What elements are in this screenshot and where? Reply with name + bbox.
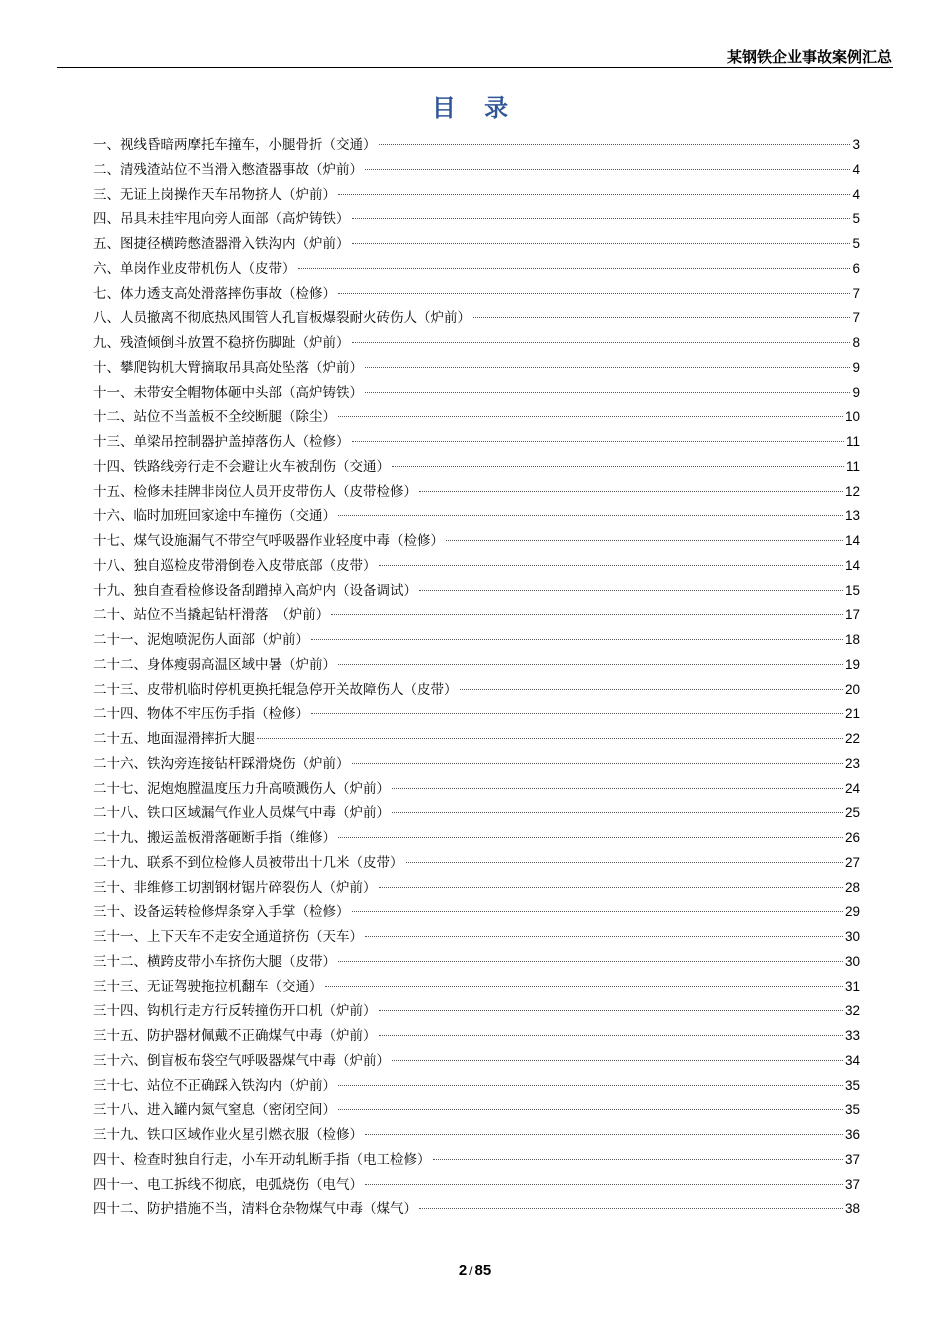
toc-entry-page: 37 [844, 1176, 860, 1192]
toc-entry[interactable] [93, 801, 860, 826]
page-footer [0, 1262, 950, 1279]
toc-entry[interactable] [93, 405, 860, 430]
toc-entry-page: 5 [852, 211, 860, 227]
toc-entry-page: 20 [844, 681, 860, 697]
toc-entry-title: 三十八、进入罐内氮气窒息（密闭空间） [93, 1102, 336, 1119]
toc-entry-page: 30 [844, 953, 860, 969]
toc-dot-leader [311, 639, 843, 640]
toc-dot-leader [311, 713, 843, 714]
toc-dot-leader [473, 317, 850, 318]
toc-entry-page: 18 [844, 632, 860, 647]
toc-entry-page: 38 [844, 1201, 860, 1217]
toc-entry-page: 25 [844, 805, 860, 821]
toc-dot-leader [419, 491, 843, 492]
toc-entry-title: 二十五、地面湿滑摔折大腿 [93, 731, 255, 747]
toc-entry-title: 二十七、泥炮炮膛温度压力升高喷溅伤人（炉前） [93, 780, 390, 797]
toc-dot-leader [379, 1010, 843, 1011]
toc-dot-leader [365, 367, 850, 368]
toc-entry[interactable] [93, 306, 860, 331]
toc-entry-title: 十九、独自查看检修设备刮蹭掉入高炉内（设备调试） [93, 582, 417, 599]
toc-dot-leader [446, 540, 843, 541]
toc-entry[interactable] [93, 1024, 860, 1049]
toc-dot-leader [352, 243, 851, 244]
toc-dot-leader [331, 614, 843, 615]
document-title: 某钢铁企业事故案例汇总 [726, 48, 892, 66]
toc-entry[interactable] [93, 504, 860, 529]
toc-entry-page: 23 [844, 755, 860, 771]
toc-dot-leader [338, 194, 850, 195]
current-page-number: 2 [458, 1262, 468, 1279]
toc-dot-leader [379, 887, 843, 888]
toc-entry-page: 7 [852, 285, 860, 301]
toc-entry-title: 二十三、皮带机临时停机更换托辊急停开关故障伤人（皮带） [93, 681, 458, 698]
toc-entry[interactable] [93, 381, 860, 406]
toc-heading: 目 录 [431, 94, 519, 122]
toc-entry-title: 三十九、铁口区域作业火星引燃衣服（检修） [93, 1127, 363, 1143]
toc-entry-title: 三十三、无证驾驶拖拉机翻车（交通） [93, 978, 323, 995]
toc-entry-title: 九、残渣倾倒斗放置不稳挤伤脚趾（炉前） [93, 335, 350, 351]
toc-entry-page: 13 [844, 508, 860, 524]
toc-entry[interactable] [93, 702, 860, 727]
toc-entry-title: 七、体力透支高处滑落摔伤事故（检修） [93, 285, 336, 302]
toc-entry[interactable] [93, 900, 860, 925]
toc-entry[interactable] [93, 950, 860, 975]
toc-entry-page: 33 [844, 1028, 860, 1043]
toc-entry-title: 四十一、电工拆线不彻底，电弧烧伤（电气） [93, 1176, 363, 1193]
toc-entry-page: 35 [844, 1102, 860, 1118]
toc-dot-leader [352, 218, 851, 219]
toc-entry-title: 四十、检查时独自行走，小车开动轧断手指（电工检修） [93, 1151, 431, 1168]
toc-entry-page: 4 [852, 161, 860, 177]
toc-entry-title: 三十一、上下天车不走安全通道挤伤（天车） [93, 929, 363, 945]
toc-dot-leader [325, 986, 843, 987]
toc-entry[interactable] [93, 678, 860, 703]
toc-entry[interactable] [93, 282, 860, 307]
toc-entry[interactable] [93, 455, 860, 480]
toc-entry-page: 29 [844, 904, 860, 920]
toc-entry-title: 一、视线昏暗两摩托车撞车，小腿骨折（交通） [93, 137, 377, 153]
toc-dot-leader [257, 738, 843, 739]
toc-dot-leader [298, 268, 851, 269]
toc-dot-leader [338, 293, 850, 294]
toc-entry[interactable] [93, 628, 860, 653]
toc-entry[interactable] [93, 876, 860, 901]
toc-dot-leader [338, 1085, 843, 1086]
toc-entry[interactable] [93, 1148, 860, 1173]
toc-entry-page: 17 [844, 607, 860, 623]
toc-entry-page: 28 [844, 879, 860, 895]
toc-entry[interactable] [93, 183, 860, 208]
toc-entry-page: 22 [844, 731, 860, 746]
toc-entry[interactable] [93, 925, 860, 950]
toc-entry[interactable] [93, 727, 860, 752]
toc-entry[interactable] [93, 579, 860, 604]
toc-entry-title: 十三、单梁吊控制器护盖掉落伤人（检修） [93, 434, 350, 450]
toc-entry[interactable] [93, 1049, 860, 1074]
toc-dot-leader [460, 689, 843, 690]
toc-dot-leader [338, 515, 843, 516]
toc-entry[interactable] [93, 603, 860, 628]
toc-dot-leader [365, 169, 850, 170]
toc-dot-leader [338, 1109, 843, 1110]
toc-entry-title: 三十五、防护器材佩戴不正确煤气中毒（炉前） [93, 1028, 377, 1044]
toc-entry[interactable] [93, 1173, 860, 1198]
toc-entry-title: 十、攀爬钩机大臂摘取吊具高处坠落（炉前） [93, 359, 363, 376]
toc-dot-leader [352, 342, 851, 343]
toc-entry-page: 14 [844, 557, 860, 573]
toc-entry-title: 十一、未带安全帽物体砸中头部（高炉铸铁） [93, 384, 363, 401]
toc-entry-page: 9 [852, 359, 860, 375]
toc-entry-title: 十六、临时加班回家途中车撞伤（交通） [93, 508, 336, 525]
toc-dot-leader [352, 441, 844, 442]
toc-dot-leader [379, 1035, 843, 1036]
toc-dot-leader [338, 837, 843, 838]
toc-entry-title: 十七、煤气设施漏气不带空气呼吸器作业轻度中毒（检修） [93, 533, 444, 549]
toc-entry-page: 11 [845, 434, 860, 449]
toc-entry-title: 十五、检修未挂牌非岗位人员开皮带伤人（皮带检修） [93, 483, 417, 500]
toc-dot-leader [379, 144, 851, 145]
toc-entry-page: 5 [852, 236, 860, 251]
toc-entry[interactable] [93, 232, 860, 257]
toc-entry-title: 四、吊具未挂牢甩向旁人面部（高炉铸铁） [93, 211, 350, 228]
toc-entry-page: 36 [844, 1127, 860, 1142]
toc-dot-leader [338, 416, 843, 417]
toc-entry-title: 八、人员撤离不彻底热风围管人孔盲板爆裂耐火砖伤人（炉前） [93, 310, 471, 327]
toc-dot-leader [352, 911, 843, 912]
toc-entry-page: 8 [852, 335, 860, 350]
toc-entry-page: 14 [844, 533, 860, 548]
toc-entry-title: 二十二、身体瘦弱高温区域中暑（炉前） [93, 656, 336, 673]
toc-entry-page: 34 [844, 1052, 860, 1068]
toc-entry-page: 9 [852, 384, 860, 400]
toc-entry-page: 26 [844, 830, 860, 845]
toc-entry-title: 三十七、站位不正确踩入铁沟内（炉前） [93, 1077, 336, 1094]
toc-dot-leader [419, 1208, 843, 1209]
toc-entry[interactable] [93, 331, 860, 356]
toc-entry[interactable] [93, 133, 860, 158]
toc-entry[interactable] [93, 529, 860, 554]
toc-entry-page: 37 [844, 1151, 860, 1167]
toc-dot-leader [392, 812, 843, 813]
toc-entry-page: 30 [844, 929, 860, 944]
page-separator: / [469, 1264, 473, 1278]
toc-entry-title: 三十六、倒盲板布袋空气呼吸器煤气中毒（炉前） [93, 1052, 390, 1069]
toc-entry-page: 6 [852, 260, 860, 276]
toc-entry[interactable] [93, 1197, 860, 1222]
toc-entry[interactable] [93, 1098, 860, 1123]
toc-entry-page: 3 [852, 137, 860, 152]
toc-dot-leader [433, 1159, 843, 1160]
toc-entry-title: 二十九、联系不到位检修人员被带出十几米（皮带） [93, 854, 404, 871]
toc-dot-leader [392, 1060, 843, 1061]
toc-entry-title: 二十八、铁口区域漏气作业人员煤气中毒（炉前） [93, 805, 390, 822]
toc-entry-title: 二、清残渣站位不当滑入憋渣器事故（炉前） [93, 161, 363, 178]
toc-dot-leader [365, 392, 850, 393]
toc-dot-leader [392, 466, 844, 467]
toc-entry[interactable] [93, 975, 860, 1000]
toc-entry-page: 10 [844, 409, 860, 425]
toc-entry-page: 7 [852, 310, 860, 326]
toc-entry-page: 21 [844, 706, 860, 722]
toc-entry[interactable] [93, 430, 860, 455]
toc-entry-page: 35 [844, 1077, 860, 1093]
toc-entry-title: 二十四、物体不牢压伤手指（检修） [93, 706, 309, 723]
toc-entry-page: 19 [844, 656, 860, 672]
toc-dot-leader [392, 788, 843, 789]
toc-dot-leader [365, 1184, 843, 1185]
toc-dot-leader [338, 961, 843, 962]
toc-entry-title: 二十一、泥炮喷泥伤人面部（炉前） [93, 632, 309, 648]
toc-list [93, 133, 860, 1222]
toc-entry[interactable] [93, 480, 860, 505]
toc-entry-title: 六、单岗作业皮带机伤人（皮带） [93, 260, 296, 277]
toc-dot-leader [365, 1134, 843, 1135]
toc-entry[interactable] [93, 207, 860, 232]
header-divider [57, 67, 893, 68]
toc-entry[interactable] [93, 257, 860, 282]
toc-entry-title: 二十、站位不当撬起钻杆滑落 （炉前） [93, 607, 330, 624]
toc-entry-title: 三十四、钩机行走方行反转撞伤开口机（炉前） [93, 1003, 377, 1020]
toc-dot-leader [419, 590, 843, 591]
toc-entry-page: 12 [844, 483, 860, 499]
toc-entry-page: 11 [845, 458, 860, 474]
toc-entry-page: 27 [844, 854, 860, 870]
toc-entry[interactable] [93, 653, 860, 678]
toc-dot-leader [379, 565, 843, 566]
total-page-count: 85 [474, 1262, 492, 1279]
toc-entry[interactable] [93, 1123, 860, 1148]
toc-entry-title: 十二、站位不当盖板不全绞断腿（除尘） [93, 409, 336, 426]
toc-entry-title: 二十六、铁沟旁连接钻杆踩滑烧伤（炉前） [93, 755, 350, 772]
toc-entry-title: 二十九、搬运盖板滑落砸断手指（维修） [93, 830, 336, 846]
toc-dot-leader [406, 862, 843, 863]
toc-entry-title: 三十二、横跨皮带小车挤伤大腿（皮带） [93, 953, 336, 970]
toc-entry-page: 24 [844, 780, 860, 796]
toc-entry[interactable] [93, 1074, 860, 1099]
toc-entry[interactable] [93, 752, 860, 777]
toc-entry-title: 五、图捷径横跨憋渣器滑入铁沟内（炉前） [93, 236, 350, 252]
toc-entry[interactable] [93, 999, 860, 1024]
toc-entry[interactable] [93, 851, 860, 876]
toc-entry-page: 32 [844, 1003, 860, 1019]
toc-entry[interactable] [93, 356, 860, 381]
toc-entry-title: 三十、非维修工切割钢材锯片碎裂伤人（炉前） [93, 879, 377, 896]
toc-entry-title: 三、无证上岗操作天车吊物挤人（炉前） [93, 186, 336, 203]
toc-dot-leader [365, 936, 843, 937]
toc-entry-page: 15 [844, 582, 860, 598]
toc-entry-title: 十八、独自巡检皮带滑倒卷入皮带底部（皮带） [93, 557, 377, 574]
toc-entry-page: 31 [844, 978, 860, 994]
toc-entry[interactable] [93, 826, 860, 851]
toc-dot-leader [338, 664, 843, 665]
toc-entry-title: 四十二、防护措施不当，清料仓杂物煤气中毒（煤气） [93, 1201, 417, 1218]
toc-entry-title: 三十、设备运转检修焊条穿入手掌（检修） [93, 904, 350, 921]
toc-dot-leader [352, 763, 843, 764]
toc-entry[interactable] [93, 554, 860, 579]
toc-entry-title: 十四、铁路线旁行走不会避让火车被刮伤（交通） [93, 458, 390, 475]
toc-entry[interactable] [93, 158, 860, 183]
toc-entry-page: 4 [852, 186, 860, 202]
toc-entry[interactable] [93, 777, 860, 802]
